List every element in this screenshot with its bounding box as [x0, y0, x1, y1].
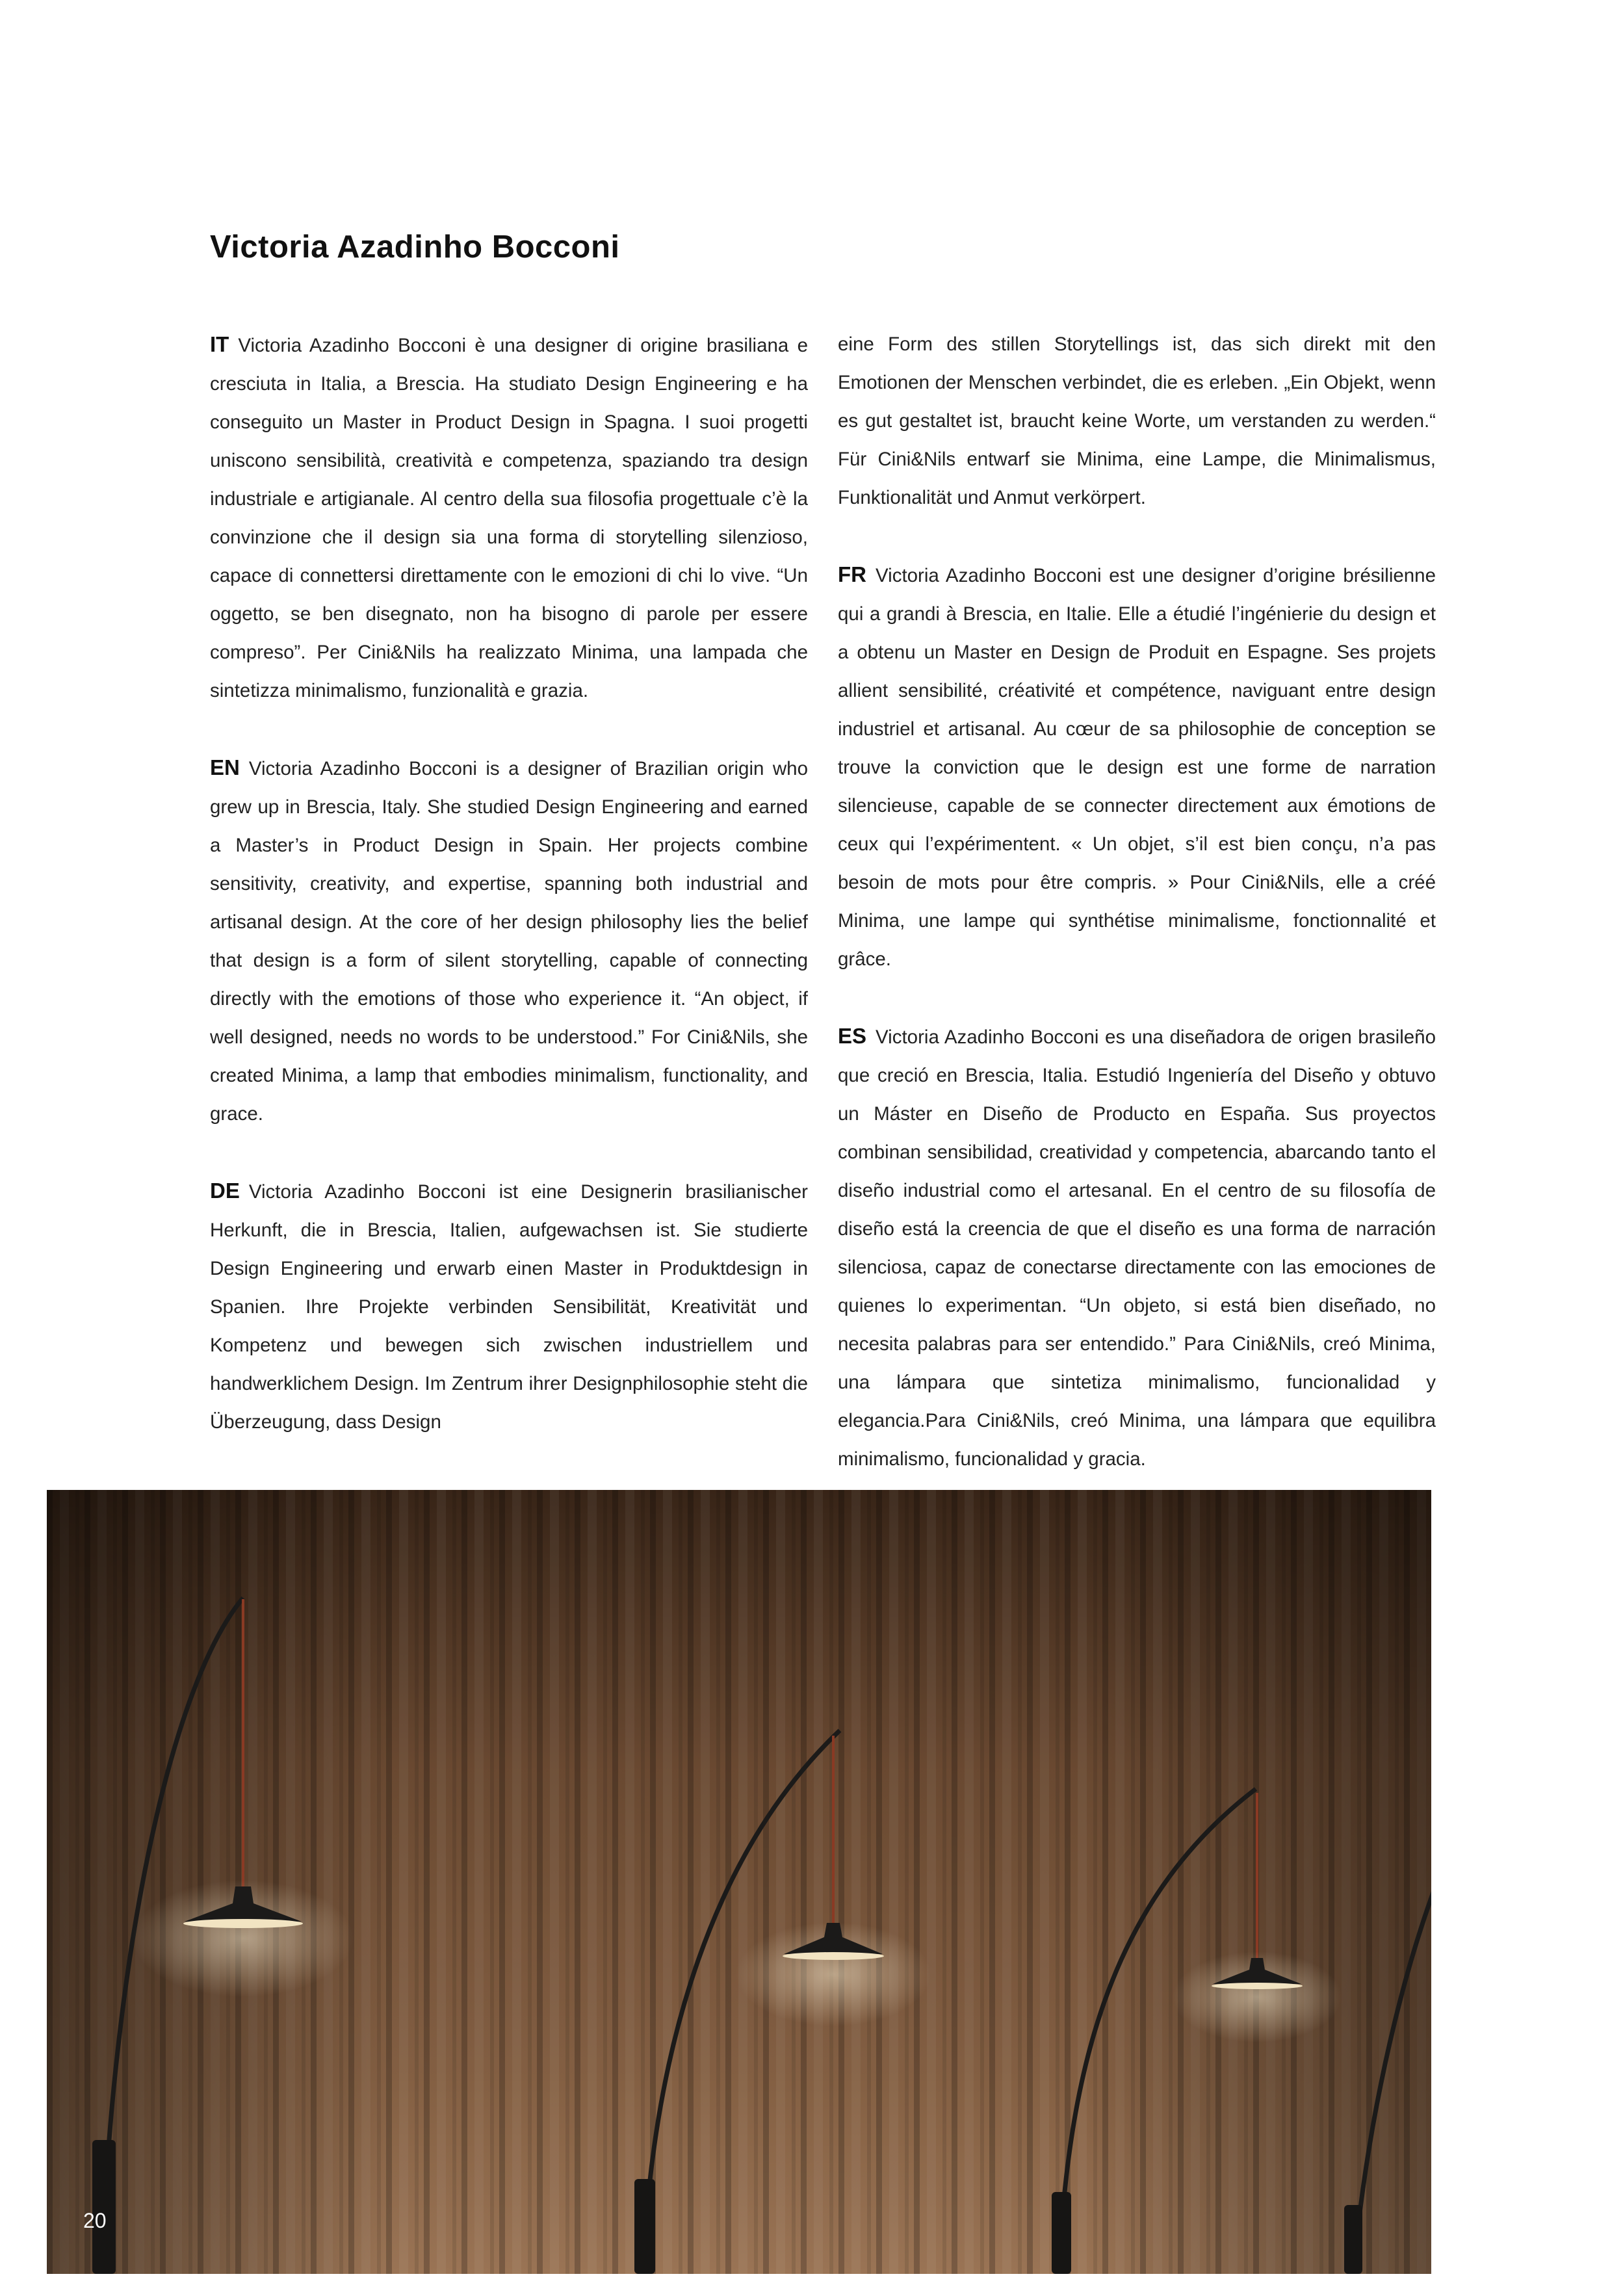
language-code-en: EN — [210, 755, 240, 779]
text-column-right — [838, 325, 1436, 1517]
paragraph-italian — [210, 325, 808, 710]
page-number: 20 — [83, 2209, 107, 2232]
paragraph-spanish — [838, 1017, 1436, 1478]
paragraph-german-text-part1: Victoria Azadinho Bocconi ist eine Designerin brasilianischer Herkunft, die in Brescia, Italien, aufgewachsen ist. Sie studierte Design Engineering und erwarb einen Master in Produktdesign in Spanien. Ihre Projekte verbinden Sensibilität, Kreativität und Kompetenz und bewegen sich zwischen industriellem und handwerklichem Design. Im Zentrum ihrer Designphilosophie steht die Überzeugung, dass Design — [210, 1181, 808, 1433]
paragraph-german-continued — [838, 325, 1436, 517]
language-code-de: DE — [210, 1179, 240, 1203]
paragraph-english-text: Victoria Azadinho Bocconi is a designer of Brazilian origin who grew up in Brescia, Italy. She studied Design Engineering and earned a Master’s in Product Design in Spain. Her projects combine sensitivity, creativity, and expertise, spanning both industrial and artisanal design. At the core of her design philosophy lies the belief that design is a form of silent storytelling, capable of connecting directly with the emotions of those who experience it. “An object, if well designed, needs no words to be understood.” For Cini&Nils, she created Minima, a lamp that embodies minimalism, functionality, and grace. — [210, 758, 808, 1125]
paragraph-italian-text: Victoria Azadinho Bocconi è una designer di origine brasiliana e cresciuta in Italia, a Brescia. Ha studiato Design Engineering e ha conseguito un Master in Product Design in Spagna. I suoi progetti uniscono sensibilità, creatività e competenza, spaziando tra design industriale e artigianale. Al centro della sua filosofia progettuale c’è la convinzione che il design sia una forma di storytelling silenzioso, capace di connettersi direttamente con le emozioni di chi lo vive. “Un oggetto, se ben disegnato, non ha bisogno di parole per essere compreso”. Per Cini&Nils ha realizzato Minima, una lampada che sintetizza minimalismo, funzionalità e grazia. — [210, 335, 808, 701]
language-code-es: ES — [838, 1024, 867, 1048]
language-code-fr: FR — [838, 562, 866, 586]
paragraph-english — [210, 748, 808, 1133]
paragraph-german — [210, 1171, 808, 1441]
paragraph-german-text-part2: eine Form des stillen Storytellings ist, das sich direkt mit den Emotionen der Menschen verbindet, die es erleben. „Ein Objekt, wenn es gut gestaltet ist, braucht keine Worte, um verstanden zu werden.“ Für Cini&Nils entwarf sie Minima, eine Lampe, die Minimalismus, Funktionalität und Anmut verkörpert. — [838, 333, 1436, 508]
paragraph-spanish-text: Victoria Azadinho Bocconi es una diseñadora de origen brasileño que creció en Brescia, Italia. Estudió Ingeniería del Diseño y obtuvo un Máster en Diseño de Producto en España. Sus proyectos combinan sensibilidad, creatividad y competencia, abarcando tanto el diseño industrial como el artesanal. En el centro de su filosofía de diseño está la creencia de que el diseño es una forma de narración silenciosa, capaz de conectarse directamente con las emociones de quienes lo experimentan. “Un objeto, si está bien diseñado, no necesita palabras para ser entendido.” Para Cini&Nils, creó Minima, una lámpara que sintetiza minimalismo, funcionalidad y elegancia.Para Cini&Nils, creó Minima, una lámpara que equilibra minimalismo, funcionalidad y gracia. — [838, 1026, 1436, 1470]
paragraph-french-text: Victoria Azadinho Bocconi est une designer d’origine brésilienne qui a grandi à Brescia, en Italie. Elle a étudié l’ingénierie du design et a obtenu un Master en Design de Produit en Espagne. Ses projets allient sensibilité, créativité et compétence, naviguant entre design industriel et artisanal. Au cœur de sa philosophie de conception se trouve la conviction que le design est une forme de narration silencieuse, capable de se connecter directement aux émotions de ceux qui l’expérimentent. « Un objet, s’il est bien conçu, n’a pas besoin de mots pour être compris. » Pour Cini&Nils, elle a créé Minima, une lampe qui synthétise minimalisme, fonctionnalité et grâce. — [838, 565, 1436, 970]
page-title: Victoria Azadinho Bocconi — [210, 229, 620, 265]
lamp-photo-illustration — [47, 1490, 1431, 2274]
text-column-left — [210, 325, 808, 1441]
language-code-it: IT — [210, 332, 229, 356]
paragraph-french — [838, 555, 1436, 978]
product-photo — [47, 1490, 1431, 2274]
